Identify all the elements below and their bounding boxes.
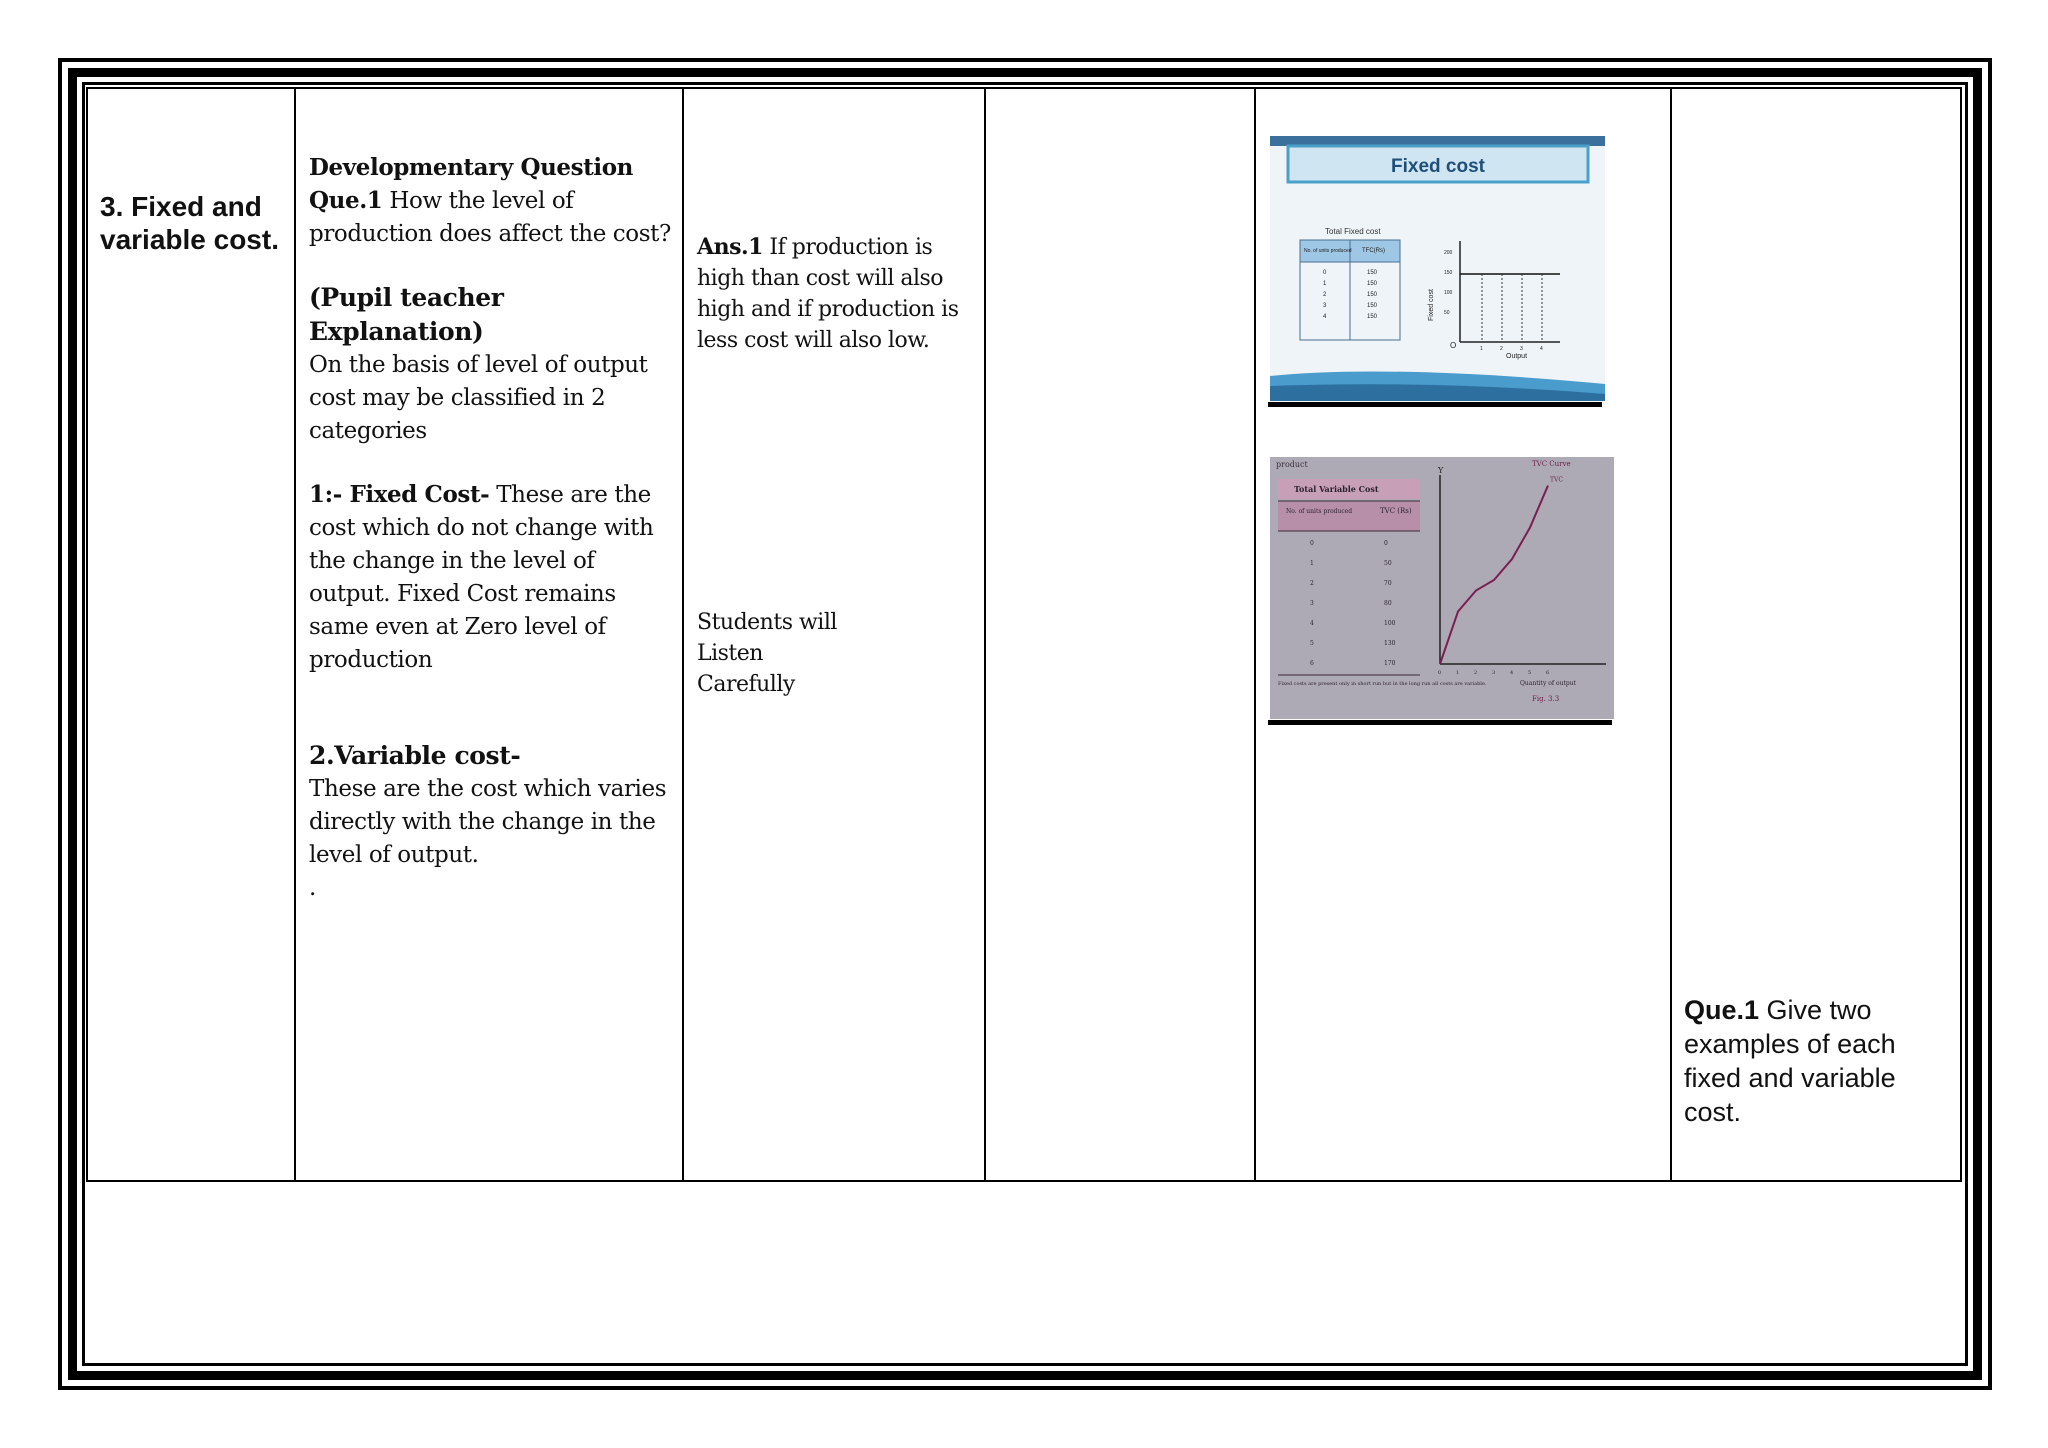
variable-cost-value: 130: [1384, 640, 1396, 647]
development-content: [309, 152, 679, 905]
evaluation-question-text: Give two examples of each fixed and variable cost.: [1684, 995, 1896, 1127]
fixed-cost-slide-title: Fixed cost: [1391, 156, 1485, 177]
student-answer: [697, 232, 982, 356]
variable-cost-unit: 0: [1310, 540, 1314, 547]
fixed-cost-unit: 0: [1323, 270, 1327, 276]
variable-cost-col2: TVC (Rs): [1380, 507, 1412, 515]
fixed-cost-unit: 2: [1323, 292, 1327, 298]
fixed-cost-unit: 4: [1323, 314, 1327, 320]
table-cell-empty: [984, 87, 1256, 1182]
fixed-cost-definition: [309, 478, 679, 677]
variable-cost-book-image: [1270, 457, 1614, 719]
fixed-cost-slide-image: [1270, 136, 1605, 401]
evaluation-question: [1684, 993, 1954, 1129]
fixed-cost-value: 150: [1367, 303, 1378, 309]
variable-cost-unit: 2: [1310, 580, 1314, 587]
question-text: How the level of production does affect the cost?: [309, 188, 671, 247]
variable-cost-value: 170: [1384, 660, 1396, 667]
fixed-cost-unit: 1: [1323, 281, 1327, 287]
fixed-cost-table-caption: Total Fixed cost: [1325, 227, 1381, 236]
fixed-cost-value: 150: [1367, 292, 1378, 298]
variable-cost-value: 70: [1384, 580, 1392, 587]
fixed-cost-col1: No. of units produced: [1304, 248, 1352, 254]
variable-cost-y-axis: Y: [1438, 466, 1444, 475]
evaluation-question-label: Que.1: [1684, 995, 1760, 1025]
variable-cost-value: 0: [1384, 540, 1388, 547]
variable-cost-x-label: Quantity of output: [1520, 680, 1577, 687]
variable-cost-value: 50: [1384, 560, 1392, 567]
variable-cost-value: 80: [1384, 600, 1392, 607]
topic-title: 3. Fixed and variable cost.: [100, 191, 279, 255]
variable-cost-curve-title: TVC Curve: [1532, 460, 1571, 468]
fixed-cost-x-tick: 3: [1520, 346, 1523, 352]
variable-cost-unit: 5: [1310, 640, 1314, 647]
classification-intro: On the basis of level of output cost may be classified in 2 categories: [309, 352, 648, 444]
fixed-cost-unit: 3: [1323, 303, 1327, 309]
variable-cost-x-tick: 2: [1474, 670, 1478, 676]
development-heading: Developmentary Question: [309, 154, 634, 181]
fixed-cost-label: 1:- Fixed Cost-: [309, 481, 490, 508]
variable-cost-x-tick: 3: [1492, 670, 1496, 676]
fixed-cost-y-tick: 150: [1444, 270, 1453, 276]
fixed-cost-text: These are the cost which do not change with the change in the level of output. Fixed Cost remains same even at Zero level of production: [309, 482, 654, 673]
fixed-cost-value: 150: [1367, 314, 1378, 320]
variable-cost-x-tick: 0: [1438, 670, 1442, 676]
tvc-curve-label: TVC: [1550, 476, 1563, 484]
fixed-cost-y-label: Fixed cost: [1428, 289, 1435, 321]
answer-label: Ans.1: [697, 234, 763, 260]
image-divider-2: [1268, 720, 1612, 725]
variable-cost-unit: 4: [1310, 620, 1314, 627]
fixed-cost-x-tick: 2: [1500, 346, 1503, 352]
variable-cost-table-caption: Total Variable Cost: [1294, 484, 1379, 494]
answer-text: If production is high than cost will also high and if production is less cost will also low.: [697, 235, 959, 353]
fixed-cost-value: 150: [1367, 281, 1378, 287]
variable-cost-figure: Fig. 3.3: [1532, 695, 1560, 703]
variable-cost-unit: 3: [1310, 600, 1314, 607]
fixed-cost-origin: O: [1450, 341, 1457, 350]
variable-cost-x-tick: 4: [1510, 670, 1514, 676]
variable-cost-x-tick: 6: [1546, 670, 1550, 676]
question-label: Que.1: [309, 187, 383, 214]
variable-cost-top-left: product: [1276, 460, 1308, 469]
image-divider: [1268, 402, 1602, 407]
development-question: [309, 184, 679, 251]
fixed-cost-y-tick: 50: [1444, 310, 1450, 316]
fixed-cost-y-tick: 100: [1444, 290, 1453, 296]
variable-cost-label: 2.Variable cost-: [309, 741, 521, 770]
variable-cost-x-tick: 1: [1456, 670, 1460, 676]
fixed-cost-x-tick: 1: [1480, 346, 1483, 352]
variable-cost-unit: 6: [1310, 660, 1314, 667]
variable-cost-value: 100: [1384, 620, 1396, 627]
variable-cost-unit: 1: [1310, 560, 1314, 567]
variable-cost-x-tick: 5: [1528, 670, 1532, 676]
fixed-cost-x-label: Output: [1506, 353, 1528, 360]
student-listen-note: Students will Listen Carefully: [697, 610, 837, 697]
variable-cost-col1: No. of units produced: [1286, 508, 1353, 515]
fixed-cost-col2: TFC(Rs): [1362, 248, 1385, 254]
fixed-cost-x-tick: 4: [1540, 346, 1543, 352]
variable-cost-text: These are the cost which varies directly with the change in the level of output.: [309, 776, 667, 868]
fixed-cost-value: 150: [1367, 270, 1378, 276]
pupil-teacher-heading: (Pupil teacher Explanation): [309, 283, 504, 346]
variable-cost-note: Fixed costs are present only in short run but in the long run all costs are variable.: [1278, 681, 1487, 687]
trailing-dot: .: [309, 875, 316, 901]
fixed-cost-y-tick: 200: [1444, 250, 1453, 256]
